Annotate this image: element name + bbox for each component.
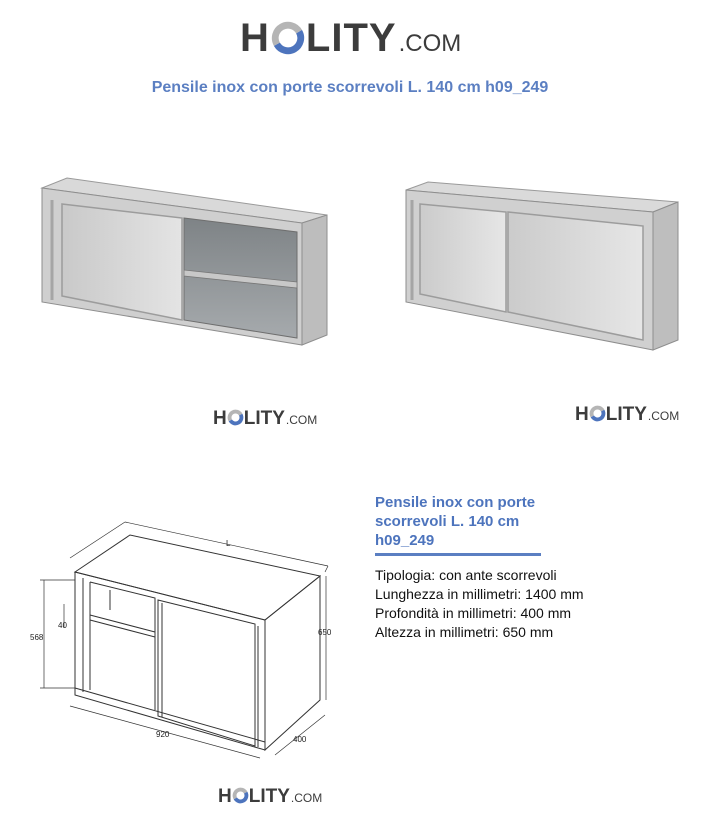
logo-ring-icon — [227, 409, 244, 426]
logo-suffix: .COM — [398, 30, 462, 57]
logo-letters: LITY — [243, 408, 285, 429]
dim-length-label: L — [226, 539, 231, 548]
page-title: Pensile inox con porte scorrevoli L. 140 cm h09_249 — [151, 79, 549, 96]
logo-suffix: .COM — [290, 791, 323, 805]
logo-letter-h: H — [240, 16, 270, 60]
dim-shelf-label: 40 — [58, 621, 67, 630]
title-divider — [375, 553, 541, 556]
dim-width-label: 920 — [156, 730, 170, 739]
logo-letter-h: H — [218, 786, 232, 807]
logo-letters: LITY — [605, 404, 647, 425]
logo-ring-icon — [589, 405, 606, 422]
logo-letters: LITY — [248, 786, 290, 807]
dim-depth-label: 400 — [293, 735, 307, 744]
logo-ring-icon — [271, 21, 305, 55]
dim-height-inner-label: 568 — [30, 633, 44, 642]
drawing-logo — [218, 785, 322, 808]
logo-letter-h: H — [213, 408, 227, 429]
logo-letter-h: H — [575, 404, 589, 425]
header-logo[interactable] — [240, 16, 461, 61]
spec-list — [375, 566, 584, 642]
logo-letters: LITY — [305, 16, 397, 60]
logo-suffix: .COM — [285, 413, 318, 427]
product-title: Pensile inox con porte scorrevoli L. 140 cm h09_249 — [375, 494, 536, 549]
product-photo-closed — [398, 172, 688, 362]
photo-logo-left — [213, 407, 317, 430]
technical-drawing — [30, 510, 340, 760]
logo-ring-icon — [232, 787, 249, 804]
logo-suffix: .COM — [647, 409, 680, 423]
product-photo-open — [32, 160, 332, 360]
photo-logo-right — [575, 403, 679, 426]
spec-depth: Profondità in millimetri: 400 mm — [375, 605, 572, 621]
spec-type: Tipologia: con ante scorrevoli — [375, 567, 557, 583]
spec-height: Altezza in millimetri: 650 mm — [375, 624, 554, 640]
spec-length: Lunghezza in millimetri: 1400 mm — [375, 586, 584, 602]
dim-height-total-label: 650 — [318, 628, 332, 637]
